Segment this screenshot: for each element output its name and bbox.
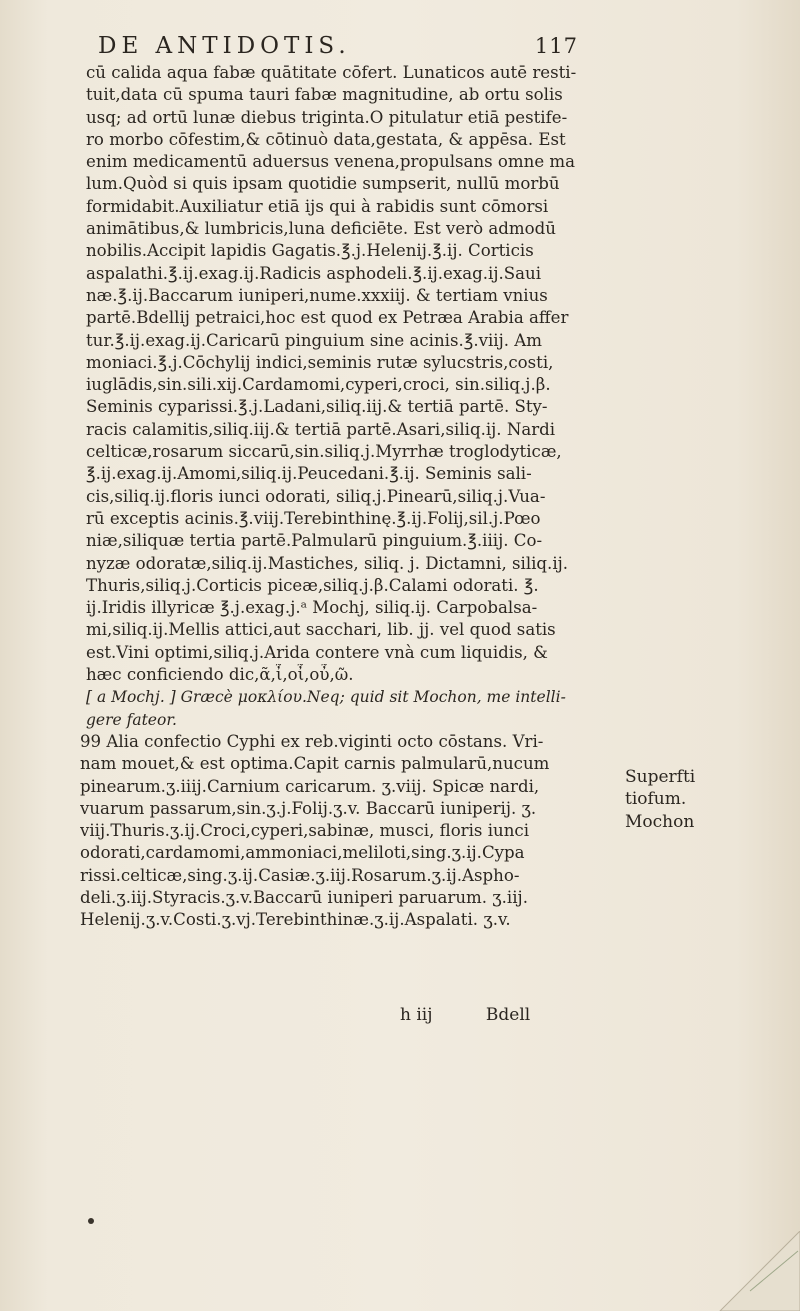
ink-spot (88, 1218, 94, 1224)
text-line: deli.ʒ.iij.Styracis.ʒ.v.Baccarū iuniperi paruarum. ʒ.iij. (80, 887, 528, 907)
text-line: Thuris,siliq.j.Corticis piceæ,siliq.j.β.Calami odorati. ℥. (86, 575, 539, 595)
text-line: enim medicamentū aduersus venena,propulsans omne ma (86, 152, 576, 172)
main-text-block (80, 62, 598, 932)
text-line: ro morbo cōfestim,& cōtinuò data,gestata, & appēsa. Est (86, 129, 566, 149)
recipe-paragraph (86, 62, 598, 686)
text-line: Helenij.ʒ.v.Costi.ʒ.vj.Terebinthinæ.ʒ.ij.Aspalati. ʒ.v. (80, 910, 511, 930)
text-line: tur.℥.ij.exag.ij.Caricarū pinguium sine acinis.℥.viij. Am (86, 330, 543, 350)
text-line: Seminis cyparissi.℥.j.Ladani,siliq.iij.& tertiā partē. Sty- (86, 397, 548, 417)
text-line: pinearum.ʒ.iiij.Carnium caricarum. ʒ.viij. Spicæ nardi, (80, 776, 540, 796)
text-line: partē.Bdellij petraici,hoc est quod ex Petræa Arabia affer (86, 308, 569, 328)
running-header (98, 30, 578, 62)
section-99-paragraph (80, 731, 598, 932)
text-line: nobilis.Accipit lapidis Gagatis.℥.j.Helenij.℥.ij. Corticis (86, 241, 534, 261)
text-line: racis calamitis,siliq.iij.& tertiā partē.Asari,siliq.ij. Nardi (86, 419, 556, 439)
text-line: viij.Thuris.ʒ.ij.Croci,cyperi,sabinæ, musci, floris iunci (80, 821, 529, 841)
text-line: vuarum passarum,sin.ʒ.j.Folij.ʒ.v. Baccarū iuniperij. ʒ. (80, 798, 537, 818)
catchword: Bdell (485, 1005, 531, 1025)
text-line: formidabit.Auxiliatur etiā ijs qui à rabidis sunt cōmorsi (86, 196, 549, 216)
text-line: niæ,siliquæ tertia partē.Palmularū pinguium.℥.iiij. Co- (86, 531, 543, 551)
text-line: moniaci.℥.j.Cōchylij indici,seminis rutæ sylucstris,costi, (86, 352, 554, 372)
text-line: celticæ,rosarum siccarū,sin.siliq.j.Myrrhæ troglodyticæ, (86, 442, 562, 462)
editorial-note (86, 686, 598, 731)
paper-fold-corner (680, 1231, 800, 1311)
note-line: gere fateor. (86, 710, 177, 729)
text-line: animātibus,& lumbricis,luna deficiēte. Est verò admodū (86, 219, 556, 239)
margin-note: tiofum. (625, 789, 687, 810)
page-footer (400, 1005, 700, 1025)
text-line: iuglādis,sin.sili.xij.Cardamomi,cyperi,croci, sin.siliq.j.β. (86, 375, 551, 395)
text-line: aspalathi.℥.ij.exag.ij.Radicis asphodeli.℥.ij.exag.ij.Saui (86, 263, 542, 283)
running-title: DE ANTIDOTIS. (98, 33, 351, 59)
text-line: tuit,data cū spuma tauri fabæ magnitudine, ab ortu solis (86, 85, 563, 105)
text-line: nam mouet,& est optima.Capit carnis palmularū,nucum (80, 754, 550, 774)
text-line: næ.℥.ij.Baccarum iuniperi,nume.xxxiij. & tertiam vnius (86, 285, 548, 305)
text-line: rissi.celticæ,sing.ʒ.ij.Casiæ.ʒ.iij.Rosarum.ʒ.ij.Aspho- (80, 865, 520, 885)
text-line: est.Vini optimi,siliq.j.Arida contere vnà cum liquidis, & (86, 642, 548, 662)
text-line: ij.Iridis illyricæ ℥.j.exag.j.ᵃ Mochj, siliq.ij. Carpobalsa- (86, 598, 538, 618)
text-line: rū exceptis acinis.℥.viij.Terebinthinę.℥.ij.Folij,sil.j.Pœo (86, 508, 541, 528)
text-line: hæc conficiendo dic,ᾶ,ἶ,οἶ,οὖ,ῶ. (86, 665, 354, 685)
margin-notes (625, 766, 775, 833)
text-line: 99 Alia confectio Cyphi ex reb.viginti octo cōstans. Vri- (80, 731, 544, 751)
margin-note: Superfti (625, 767, 696, 787)
text-line: ℥.ij.exag.ij.Amomi,siliq.ij.Peucedani.℥.ij. Seminis sali- (86, 464, 532, 484)
text-line: mi,siliq.ij.Mellis attici,aut sacchari, lib. jj. vel quod satis (86, 620, 556, 640)
margin-note: Mochon (625, 811, 695, 832)
text-line: nyzæ odoratæ,siliq.ij.Mastiches, siliq. j. Dictamni, siliq.ij. (86, 553, 569, 573)
text-line: usq; ad ortū lunæ diebus triginta.O pitulatur etiā pestife- (86, 107, 568, 127)
page-number: 117 (534, 34, 578, 58)
signature-mark: h iij (400, 1005, 433, 1025)
text-line: cū calida aqua fabæ quātitate cōfert. Lunaticos autē resti- (86, 63, 577, 82)
note-line: [ a Mochj. ] Græcè μοκλίου.Neq; quid sit Mochon, me intelli- (86, 688, 566, 707)
text-line: lum.Quòd si quis ipsam quotidie sumpserit, nullū morbū (86, 174, 560, 194)
text-line: odorati,cardamomi,ammoniaci,meliloti,sing.ʒ.ij.Cypa (80, 843, 525, 863)
text-line: cis,siliq.ij.floris iunci odorati, siliq.j.Pinearū,siliq.j.Vua- (86, 486, 546, 506)
